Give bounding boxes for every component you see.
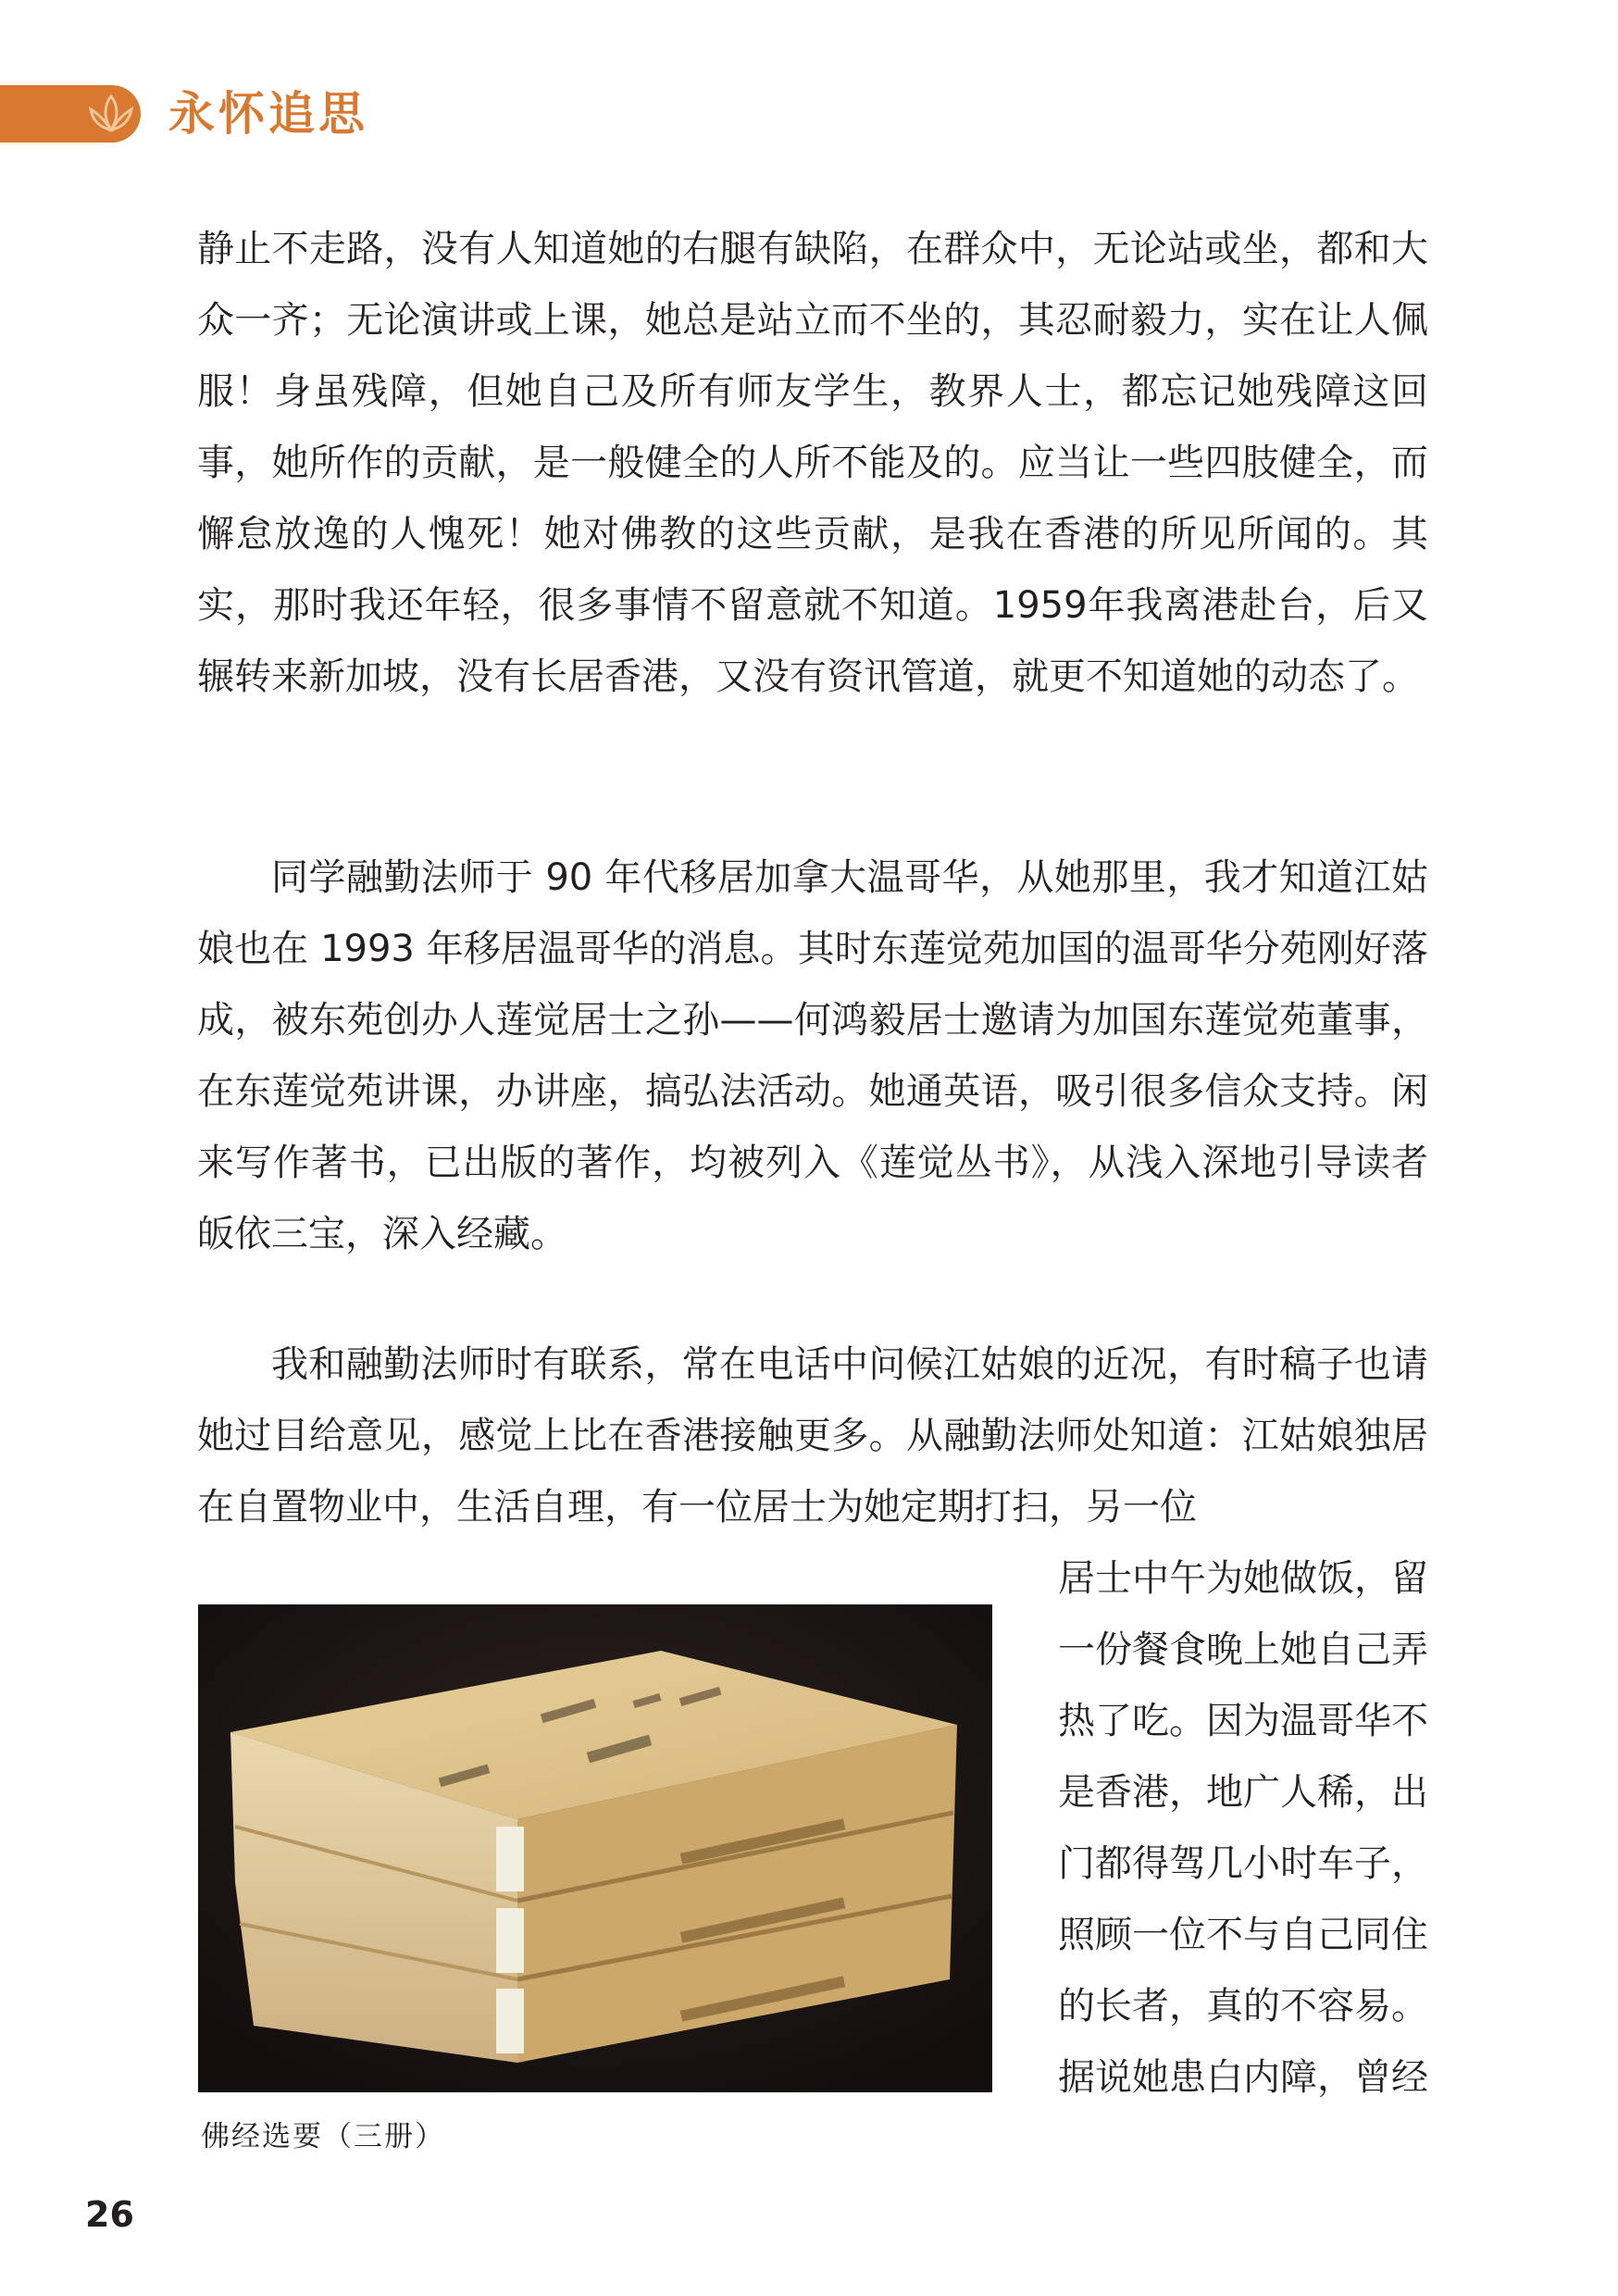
paragraph-2: 同学融勤法师于 90 年代移居加拿大温哥华，从她那里，我才知道江姑娘也在 1993 年移居温哥华的消息。其时东莲觉苑加国的温哥华分苑刚好落成，被东苑创办人莲觉居士之孙——何鸿毅居士邀请为加国东莲觉苑董事，在东莲觉苑讲课，办讲座，搞弘法活动。她通英语，吸引很多信众支持。闲来写作著书，已出版的著作，均被列入《莲觉丛书》，从浅入深地引导读者皈依三宝，深入经藏。 [197, 856, 1428, 1255]
paragraph-1: 静止不走路，没有人知道她的右腿有缺陷，在群众中，无论站或坐，都和大众一齐；无论演讲或上课，她总是站立而不坐的，其忍耐毅力，实在让人佩服！身虽残障，但她自己及所有师友学生，教界人士，都忘记她残障这回事，她所作的贡献，是一般健全的人所不能及的。应当让一些四肢健全，而懈怠放逸的人愧死！她对佛教的这些贡献，是我在香港的所见所闻的。其实，那时我还年轻，很多事情不留意就不知道。1959年我离港赴台，后又辗转来新加坡，没有长居香港，又没有资讯管道，就更不知道她的动态了。 [197, 228, 1428, 698]
book-stack-illustration [198, 1604, 992, 2092]
book-stack-photo [198, 1604, 992, 2092]
paragraph-3-continued: 居士中午为她做饭，留一份餐食晚上她自己弄热了吃。因为温哥华不是香港，地广人稀，出门都得驾几小时车子，照顾一位不与自己同住的长者，真的不容易。据说她患白内障，曾经 [1058, 1557, 1428, 2099]
paragraph-3: 我和融勤法师时有联系，常在电话中问候江姑娘的近况，有时稿子也请她过目给意见，感觉上比在香港接触更多。从融勤法师处知道：江姑娘独居在自置物业中，生活自理，有一位居士为她定期打扫，另一位 [197, 1343, 1428, 1529]
section-title: 永怀追思 [168, 87, 368, 141]
lotus-icon [85, 91, 137, 137]
page-number: 26 [85, 2194, 134, 2235]
figure-caption: 佛经选要（三册） [201, 2120, 445, 2153]
